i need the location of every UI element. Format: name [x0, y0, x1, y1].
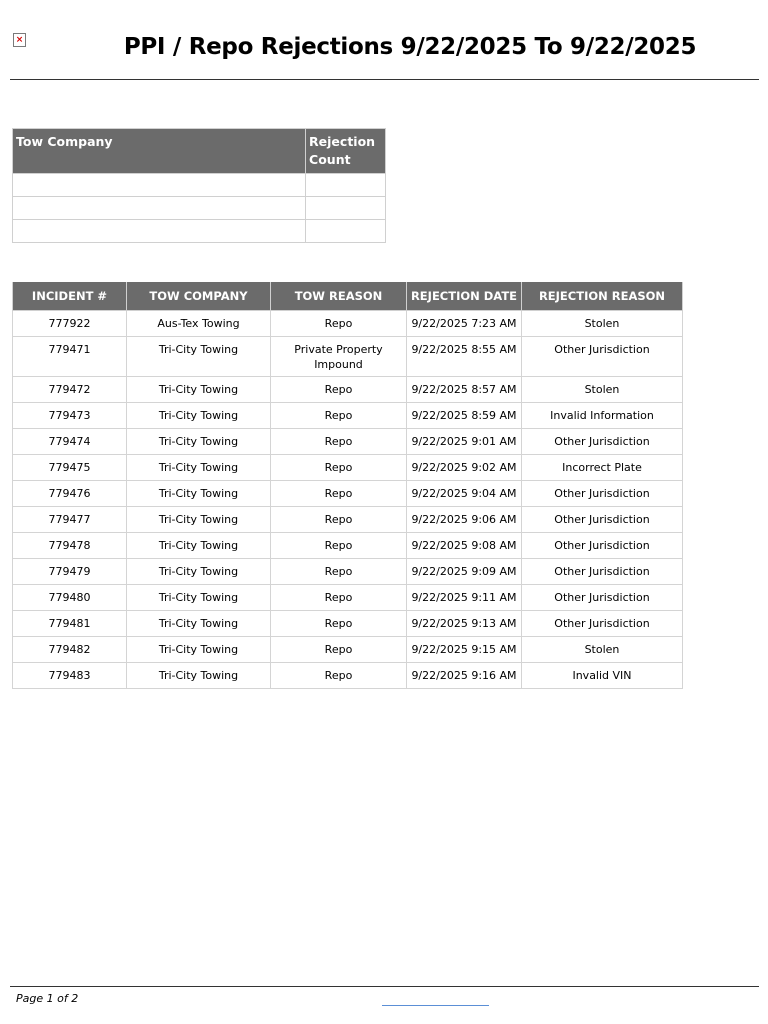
cell-tow-company: Tri-City Towing [127, 585, 271, 611]
cell-rejection-reason: Other Jurisdiction [522, 559, 683, 585]
cell-tow-company: Tri-City Towing [127, 663, 271, 689]
cell-rejection-date: 9/22/2025 9:04 AM [407, 481, 522, 507]
cell-tow-company: Tri-City Towing [127, 611, 271, 637]
cell-tow-reason: Repo [271, 585, 407, 611]
cell-tow-company: Tri-City Towing [127, 507, 271, 533]
rejections-table-body [13, 311, 683, 689]
cell-rejection-date: 9/22/2025 9:16 AM [407, 663, 522, 689]
table-row [13, 663, 683, 689]
cell-rejection-reason: Other Jurisdiction [522, 337, 683, 377]
cell-tow-reason: Repo [271, 377, 407, 403]
cell-tow-company: Tri-City Towing [127, 455, 271, 481]
summary-row [13, 197, 386, 220]
header-rejection-date: REJECTION DATE [407, 282, 522, 311]
summary-header-tow-company: Tow Company [13, 129, 306, 174]
summary-cell-rejection-count [306, 197, 386, 220]
summary-table [12, 128, 386, 243]
cell-tow-reason: Private Property Impound [271, 337, 407, 377]
cell-tow-reason: Repo [271, 455, 407, 481]
cell-tow-reason: Repo [271, 559, 407, 585]
summary-row [13, 174, 386, 197]
page-number: Page 1 of 2 [16, 992, 79, 1005]
cell-tow-reason: Repo [271, 311, 407, 337]
header-rejection-reason: REJECTION REASON [522, 282, 683, 311]
summary-cell-rejection-count [306, 174, 386, 197]
summary-cell-rejection-count [306, 220, 386, 243]
table-row [13, 311, 683, 337]
cell-tow-reason: Repo [271, 611, 407, 637]
cell-rejection-reason: Incorrect Plate [522, 455, 683, 481]
table-row [13, 533, 683, 559]
table-row [13, 637, 683, 663]
cell-incident-number: 779476 [13, 481, 127, 507]
broken-image-glyph: × [15, 34, 24, 45]
summary-row [13, 220, 386, 243]
cell-incident-number: 779480 [13, 585, 127, 611]
cell-incident-number: 779481 [13, 611, 127, 637]
cell-tow-reason: Repo [271, 481, 407, 507]
title-divider [10, 79, 759, 80]
table-row [13, 429, 683, 455]
cell-rejection-reason: Other Jurisdiction [522, 611, 683, 637]
rejections-table [12, 282, 683, 689]
cell-tow-company: Tri-City Towing [127, 429, 271, 455]
summary-header-row [13, 129, 386, 174]
table-row [13, 481, 683, 507]
cell-incident-number: 779473 [13, 403, 127, 429]
table-row [13, 585, 683, 611]
cell-rejection-reason: Stolen [522, 377, 683, 403]
cell-rejection-date: 9/22/2025 9:13 AM [407, 611, 522, 637]
cell-incident-number: 779482 [13, 637, 127, 663]
cell-tow-reason: Repo [271, 637, 407, 663]
header-incident-number: INCIDENT # [13, 282, 127, 311]
cell-rejection-reason: Other Jurisdiction [522, 481, 683, 507]
cell-incident-number: 779483 [13, 663, 127, 689]
table-row [13, 455, 683, 481]
report-title: PPI / Repo Rejections 9/22/2025 To 9/22/2025 [123, 34, 697, 60]
footer-divider [10, 986, 759, 987]
cell-tow-company: Tri-City Towing [127, 403, 271, 429]
cell-incident-number: 779477 [13, 507, 127, 533]
cell-incident-number: 779475 [13, 455, 127, 481]
cell-tow-reason: Repo [271, 507, 407, 533]
cell-rejection-date: 9/22/2025 9:02 AM [407, 455, 522, 481]
cell-incident-number: 779471 [13, 337, 127, 377]
cell-rejection-date: 9/22/2025 8:59 AM [407, 403, 522, 429]
cell-rejection-reason: Stolen [522, 637, 683, 663]
cell-tow-company: Tri-City Towing [127, 559, 271, 585]
cell-tow-company: Aus-Tex Towing [127, 311, 271, 337]
cell-incident-number: 779472 [13, 377, 127, 403]
cell-rejection-reason: Invalid Information [522, 403, 683, 429]
cell-rejection-date: 9/22/2025 9:15 AM [407, 637, 522, 663]
cell-tow-reason: Repo [271, 429, 407, 455]
cell-rejection-date: 9/22/2025 9:01 AM [407, 429, 522, 455]
cell-tow-company: Tri-City Towing [127, 533, 271, 559]
summary-cell-tow-company [13, 220, 306, 243]
cell-incident-number: 779478 [13, 533, 127, 559]
cell-incident-number: 779479 [13, 559, 127, 585]
cell-incident-number: 777922 [13, 311, 127, 337]
cell-rejection-reason: Other Jurisdiction [522, 507, 683, 533]
cell-rejection-date: 9/22/2025 7:23 AM [407, 311, 522, 337]
header-tow-reason: TOW REASON [271, 282, 407, 311]
cell-tow-company: Tri-City Towing [127, 481, 271, 507]
cell-rejection-date: 9/22/2025 9:11 AM [407, 585, 522, 611]
footer-link-underline [382, 1005, 489, 1006]
header-tow-company: TOW COMPANY [127, 282, 271, 311]
cell-rejection-reason: Invalid VIN [522, 663, 683, 689]
cell-incident-number: 779474 [13, 429, 127, 455]
table-row [13, 507, 683, 533]
table-row [13, 559, 683, 585]
summary-cell-tow-company [13, 174, 306, 197]
cell-tow-reason: Repo [271, 403, 407, 429]
table-row [13, 337, 683, 377]
cell-rejection-date: 9/22/2025 9:06 AM [407, 507, 522, 533]
cell-tow-company: Tri-City Towing [127, 377, 271, 403]
cell-rejection-date: 9/22/2025 9:09 AM [407, 559, 522, 585]
table-row [13, 611, 683, 637]
summary-cell-tow-company [13, 197, 306, 220]
rejections-header-row [13, 282, 683, 311]
table-row [13, 403, 683, 429]
cell-tow-reason: Repo [271, 533, 407, 559]
cell-rejection-reason: Other Jurisdiction [522, 585, 683, 611]
cell-rejection-date: 9/22/2025 8:57 AM [407, 377, 522, 403]
cell-rejection-date: 9/22/2025 9:08 AM [407, 533, 522, 559]
cell-rejection-reason: Other Jurisdiction [522, 533, 683, 559]
cell-tow-company: Tri-City Towing [127, 337, 271, 377]
cell-tow-company: Tri-City Towing [127, 637, 271, 663]
cell-rejection-reason: Stolen [522, 311, 683, 337]
cell-rejection-date: 9/22/2025 8:55 AM [407, 337, 522, 377]
table-row [13, 377, 683, 403]
cell-rejection-reason: Other Jurisdiction [522, 429, 683, 455]
cell-tow-reason: Repo [271, 663, 407, 689]
summary-header-rejection-count: Rejection Count [306, 129, 386, 174]
